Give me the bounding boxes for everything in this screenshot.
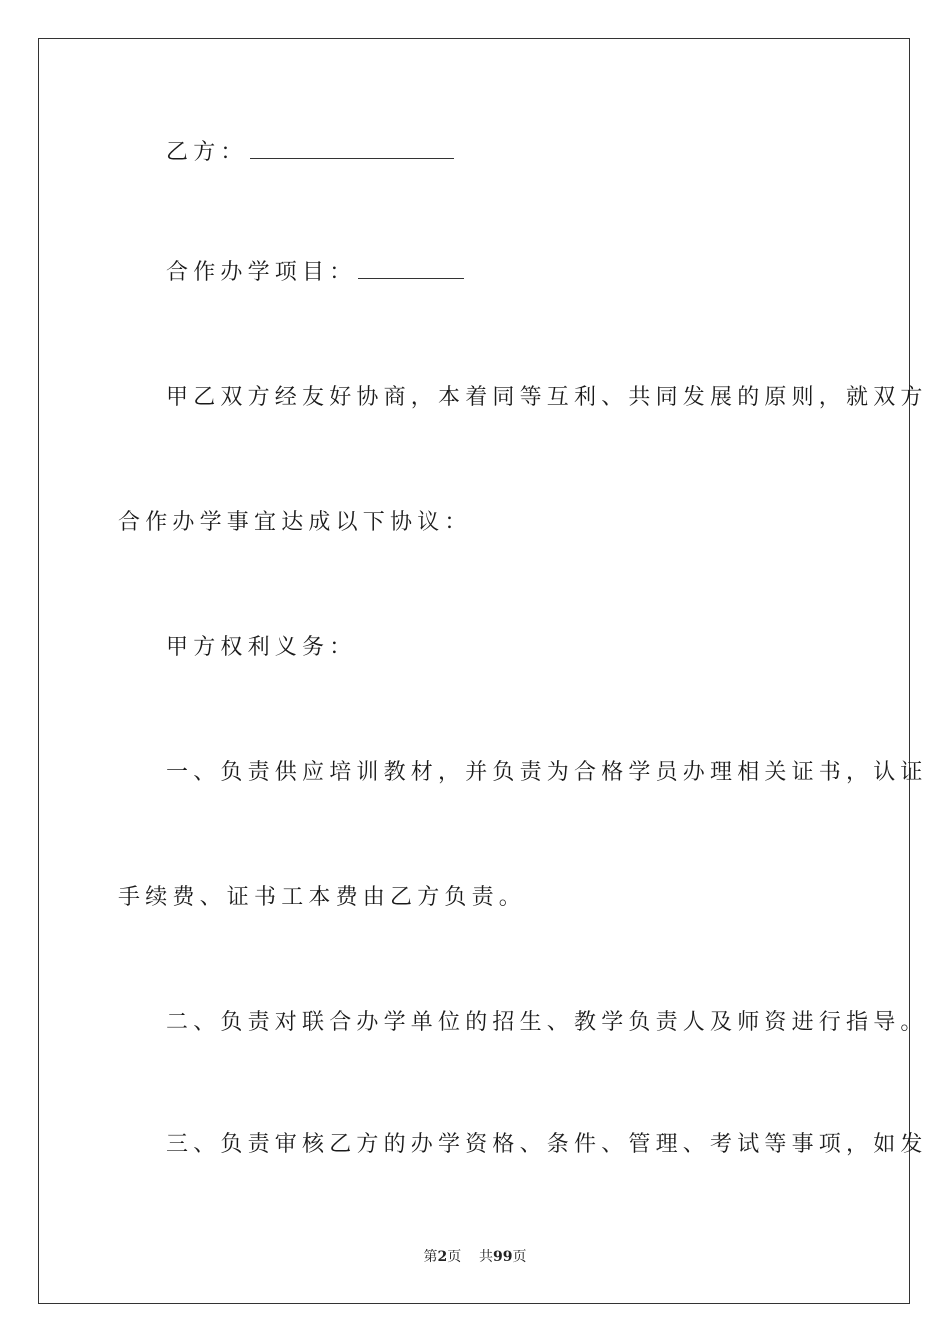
clause-2: 二、负责对联合办学单位的招生、教学负责人及师资进行指导。 — [166, 1010, 928, 1035]
project-label: 合作办学项目： — [166, 260, 357, 285]
page-number: 2 — [437, 1249, 448, 1265]
page-suffix: 页 — [447, 1249, 462, 1265]
total-prefix: 共 — [479, 1249, 494, 1265]
party-b-label: 乙方： — [166, 140, 248, 165]
page-footer — [0, 1247, 950, 1267]
clause-3: 三、负责审核乙方的办学资格、条件、管理、考试等事项，如发 — [166, 1132, 928, 1157]
paragraph-intro: 甲乙双方经友好协商，本着同等互利、共同发展的原则，就双方 — [166, 385, 928, 410]
project-line — [166, 258, 464, 288]
total-pages: 99 — [493, 1249, 513, 1265]
section-heading: 甲方权利义务： — [166, 635, 357, 660]
page-prefix: 第 — [423, 1249, 438, 1265]
total-suffix: 页 — [512, 1249, 527, 1265]
clause-1: 一、负责供应培训教材，并负责为合格学员办理相关证书，认证 — [166, 760, 928, 785]
clause-1-cont: 手续费、证书工本费由乙方负责。 — [118, 885, 527, 910]
page-frame — [38, 38, 910, 1304]
party-b-line — [166, 138, 454, 168]
party-b-blank — [250, 138, 454, 159]
project-blank — [358, 258, 464, 279]
paragraph-intro-cont: 合作办学事宜达成以下协议： — [118, 510, 472, 535]
